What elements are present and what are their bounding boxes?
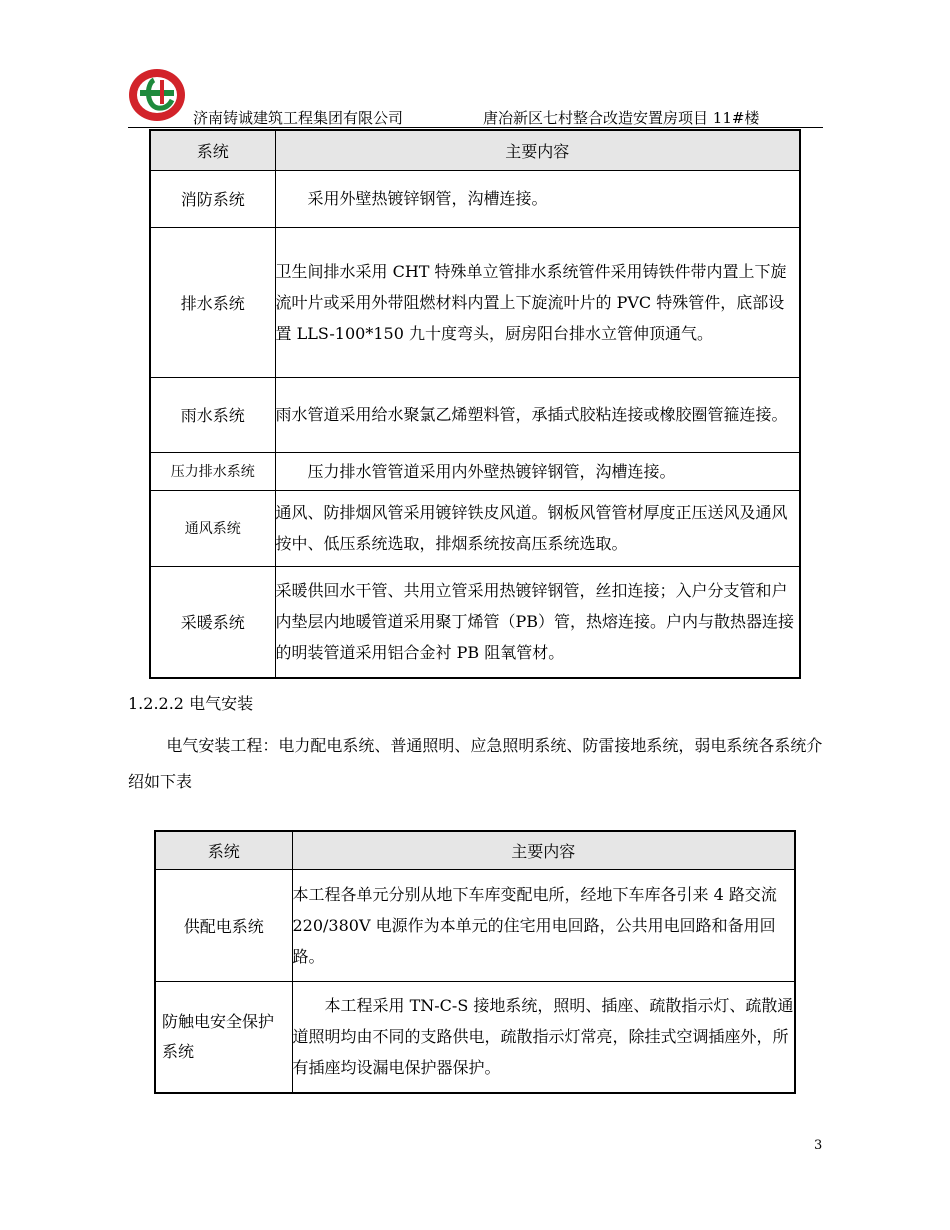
- system-name: 排水系统: [150, 227, 275, 377]
- system-name: 消防系统: [150, 170, 275, 227]
- header-divider: [128, 127, 823, 128]
- table-row: [155, 869, 795, 981]
- table-row: [150, 566, 800, 678]
- table-row: [150, 452, 800, 490]
- plumbing-systems-table: [149, 129, 801, 679]
- table-header-row: [150, 130, 800, 170]
- system-content: 通风、防排烟风管采用镀锌铁皮风道。钢板风管管材厚度正压送风及通风按中、低压系统选取，排烟系统按高压系统选取。: [275, 490, 800, 566]
- header-content: 主要内容: [292, 831, 795, 869]
- table-row: [150, 377, 800, 452]
- section-title: 1.2.2.2 电气安装: [128, 694, 254, 713]
- system-content: 卫生间排水采用 CHT 特殊单立管排水系统管件采用铸铁件带内置上下旋流叶片或采用外带阻燃材料内置上下旋流叶片的 PVC 特殊管件，底部设置 LLS-100*150 九十度弯头，厨房阳台排水立管伸顶通气。: [275, 227, 800, 377]
- system-name: 防触电安全保护系统: [155, 981, 292, 1093]
- section-paragraph: 电气安装工程：电力配电系统、普通照明、应急照明系统、防雷接地系统，弱电系统各系统介绍如下表: [128, 736, 823, 791]
- company-logo: [128, 66, 186, 124]
- system-name: 压力排水系统: [150, 452, 275, 490]
- system-name: 供配电系统: [155, 869, 292, 981]
- electrical-systems-table: [154, 830, 796, 1094]
- system-content: 压力排水管管道采用内外壁热镀锌钢管，沟槽连接。: [275, 452, 800, 490]
- header-company: 济南铸诚建筑工程集团有限公司: [193, 109, 404, 127]
- table-row: [150, 227, 800, 377]
- system-content: 本工程采用 TN-C-S 接地系统，照明、插座、疏散指示灯、疏散通道照明均由不同的支路供电，疏散指示灯常亮，除挂式空调插座外，所有插座均设漏电保护器保护。: [292, 981, 795, 1093]
- system-content: 雨水管道采用给水聚氯乙烯塑料管，承插式胶粘连接或橡胶圈管箍连接。: [275, 377, 800, 452]
- system-content: 采用外壁热镀锌钢管，沟槽连接。: [275, 170, 800, 227]
- header-project: 唐冶新区七村整合改造安置房项目 11#楼: [483, 109, 760, 127]
- page-number: 3: [814, 1138, 823, 1153]
- header-system: 系统: [150, 130, 275, 170]
- system-name: 雨水系统: [150, 377, 275, 452]
- table-row: [150, 170, 800, 227]
- system-content: 采暖供回水干管、共用立管采用热镀锌钢管，丝扣连接；入户分支管和户内垫层内地暖管道采用聚丁烯管（PB）管，热熔连接。户内与散热器连接的明装管道采用铝合金衬 PB 阻氧管材。: [275, 566, 800, 678]
- system-name: 通风系统: [150, 490, 275, 566]
- system-content: 本工程各单元分别从地下车库变配电所，经地下车库各引来 4 路交流 220/380V 电源作为本单元的住宅用电回路，公共用电回路和备用回路。: [292, 869, 795, 981]
- table-row: [150, 490, 800, 566]
- header-system: 系统: [155, 831, 292, 869]
- header-content: 主要内容: [275, 130, 800, 170]
- table-row: [155, 981, 795, 1093]
- system-name: 采暖系统: [150, 566, 275, 678]
- table-header-row: [155, 831, 795, 869]
